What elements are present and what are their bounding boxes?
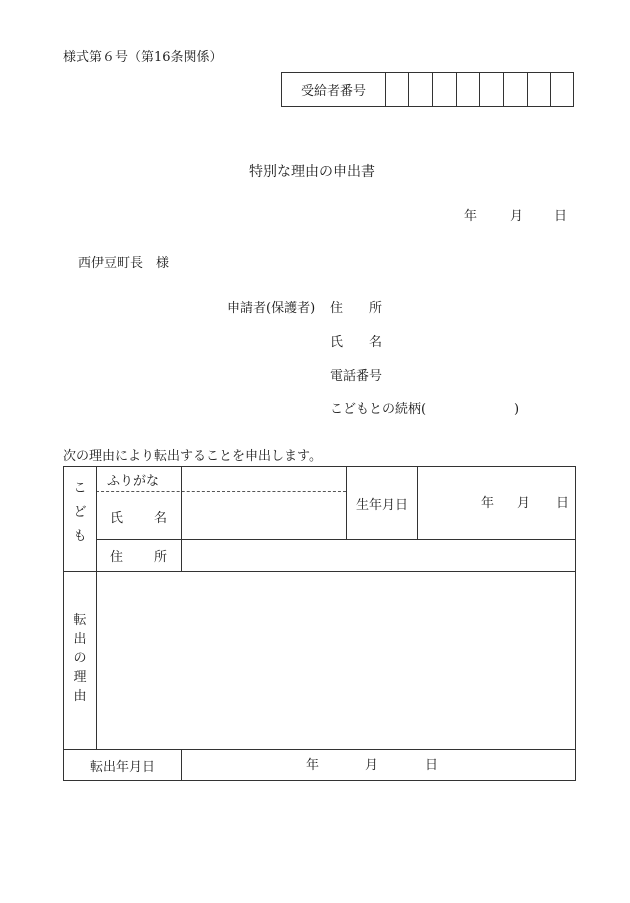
birth-date-label: 生年月日 bbox=[355, 497, 408, 513]
document-title: 特別な理由の申出書 bbox=[249, 164, 375, 180]
form-number: 様式第６号（第16条関係） bbox=[63, 50, 223, 65]
receipt-digit-4[interactable] bbox=[457, 73, 479, 106]
date-year: 年 bbox=[464, 209, 478, 224]
receipt-digit-6[interactable] bbox=[504, 73, 527, 106]
receipt-digit-1[interactable] bbox=[386, 73, 408, 106]
reason-label-char-2: 出 bbox=[73, 632, 87, 647]
reason-label bbox=[64, 614, 96, 703]
birth-month: 月 bbox=[517, 496, 531, 511]
furigana-label: ふりがな bbox=[107, 473, 160, 489]
furigana-input[interactable] bbox=[182, 467, 346, 491]
intro-text: 次の理由により転出することを申出します。 bbox=[63, 449, 322, 464]
receipt-digit-7[interactable] bbox=[528, 73, 550, 106]
child-label-char-3: も bbox=[73, 529, 87, 544]
applicant-phone-label: 電話番号 bbox=[330, 369, 383, 384]
moveout-day: 日 bbox=[425, 758, 439, 773]
child-label-char-1: こ bbox=[73, 481, 87, 496]
reason-label-char-1: 転 bbox=[73, 613, 87, 628]
child-name-input[interactable] bbox=[182, 493, 346, 539]
birth-day: 日 bbox=[556, 496, 570, 511]
reason-label-char-3: の bbox=[73, 651, 87, 666]
receipt-number-label: 受給者番号 bbox=[300, 84, 366, 99]
child-section-label bbox=[64, 482, 96, 543]
child-address-input[interactable] bbox=[182, 540, 575, 571]
receipt-digit-5[interactable] bbox=[480, 73, 503, 106]
reason-label-char-5: 由 bbox=[73, 689, 87, 704]
applicant-name-label: 氏 名 bbox=[330, 335, 383, 350]
receipt-digit-3[interactable] bbox=[433, 73, 456, 106]
reason-label-char-4: 理 bbox=[73, 670, 87, 685]
applicant-address-label: 住 所 bbox=[330, 301, 383, 316]
birth-year: 年 bbox=[481, 496, 495, 511]
moveout-date-label: 転出年月日 bbox=[89, 759, 155, 775]
date-month: 月 bbox=[510, 209, 524, 224]
child-label-char-2: ど bbox=[73, 505, 87, 520]
child-name-label-char-2: 名 bbox=[153, 510, 167, 526]
receipt-digit-2[interactable] bbox=[409, 73, 432, 106]
date-day: 日 bbox=[554, 209, 568, 224]
applicant-relation-close: ) bbox=[514, 402, 520, 417]
child-address-label-char-2: 所 bbox=[153, 550, 167, 565]
child-name-label-char-1: 氏 bbox=[110, 510, 124, 526]
receipt-digit-8[interactable] bbox=[551, 73, 573, 106]
applicant-label: 申請者(保護者) bbox=[227, 301, 316, 316]
reason-input[interactable] bbox=[97, 572, 575, 749]
applicant-relation-label: こどもとの続柄( bbox=[330, 402, 427, 417]
moveout-year: 年 bbox=[306, 758, 320, 773]
addressee: 西伊豆町長 様 bbox=[78, 256, 170, 271]
child-name-label bbox=[97, 493, 181, 539]
moveout-month: 月 bbox=[365, 758, 379, 773]
child-address-label bbox=[97, 540, 181, 571]
child-address-label-char-1: 住 bbox=[110, 550, 124, 565]
